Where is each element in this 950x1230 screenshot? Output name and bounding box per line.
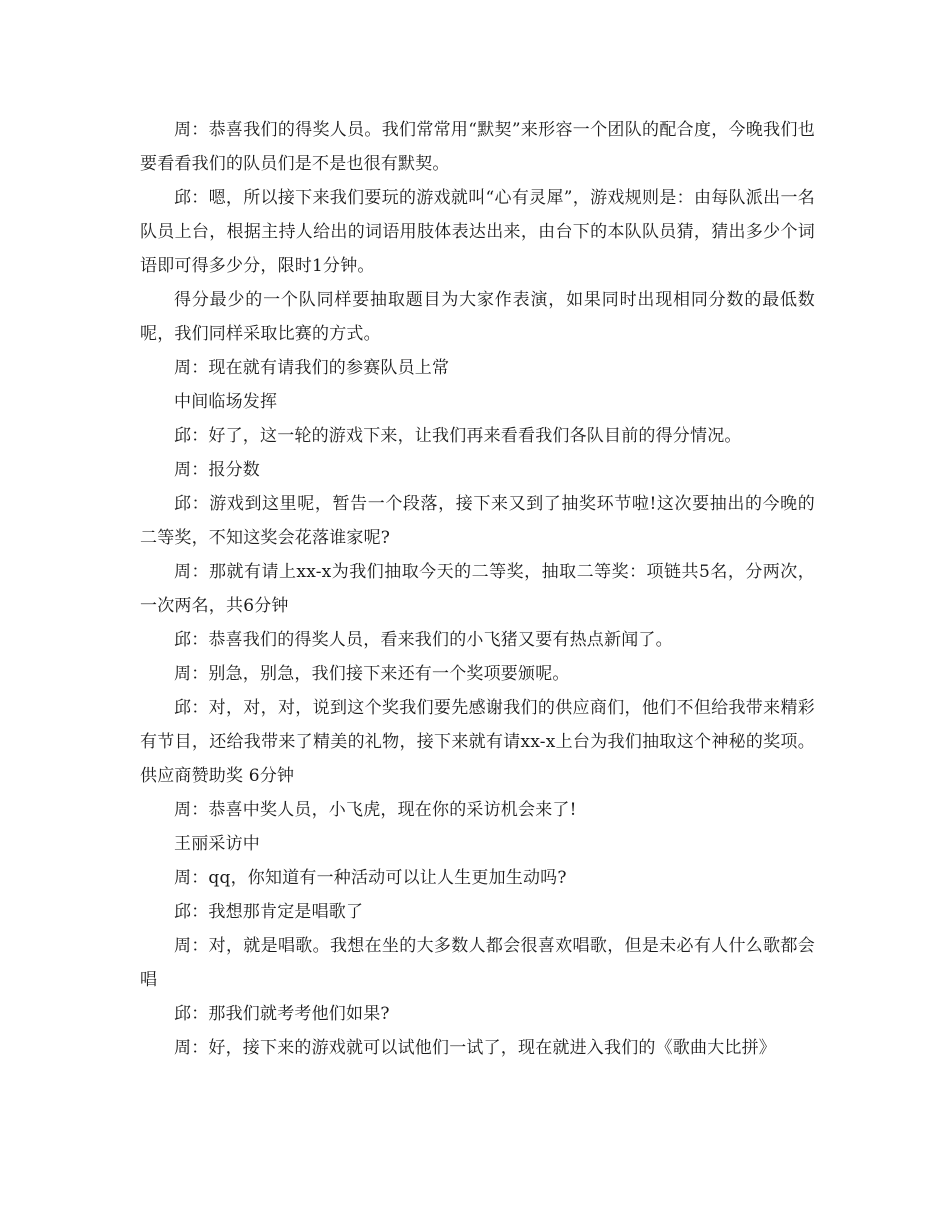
paragraph: 中间临场发挥: [174, 392, 278, 412]
paragraph: 王丽采访中: [174, 834, 260, 854]
paragraph: 周：那就有请上xx-x为我们抽取今天的二等奖，抽取二等奖：项链共5名，分两次，一次两名，共6分钟: [140, 562, 815, 616]
paragraph: 邱：恭喜我们的得奖人员，看来我们的小飞猪又要有热点新闻了。: [174, 630, 673, 650]
paragraph: 周：现在就有请我们的参赛队员上常: [174, 358, 450, 378]
paragraph: 邱：嗯，所以接下来我们要玩的游戏就叫“心有灵犀”，游戏规则是：由每队派出一名队员上台，根据主持人给出的词语用肢体表达出来，由台下的本队队员猜，猜出多少个词语即可得多少分，限时1分钟。: [140, 188, 815, 276]
paragraph: 邱：游戏到这里呢，暂告一个段落，接下来又到了抽奖环节啦!这次要抽出的今晚的二等奖，不知这奖会花落谁家呢?: [140, 494, 815, 548]
paragraph: 得分最少的一个队同样要抽取题目为大家作表演，如果同时出现相同分数的最低数呢，我们同样采取比赛的方式。: [140, 290, 815, 344]
paragraph: 周：别急，别急，我们接下来还有一个奖项要颁呢。: [174, 664, 570, 684]
document-body: [140, 113, 815, 1065]
paragraph: 周：恭喜中奖人员，小飞虎，现在你的采访机会来了!: [174, 800, 577, 820]
paragraph: 周：对，就是唱歌。我想在坐的大多数人都会很喜欢唱歌，但是未必有人什么歌都会唱: [140, 936, 815, 990]
paragraph: 周：恭喜我们的得奖人员。我们常常用“默契”来形容一个团队的配合度，今晚我们也要看看我们的队员们是不是也很有默契。: [140, 120, 815, 174]
paragraph: 邱：对，对，对，说到这个奖我们要先感谢我们的供应商们，他们不但给我带来精彩有节目，还给我带来了精美的礼物，接下来就有请xx-x上台为我们抽取这个神秘的奖项。供应商赞助奖 6分钟: [140, 698, 815, 786]
paragraph: 周：好，接下来的游戏就可以试他们一试了，现在就进入我们的《歌曲大比拼》: [174, 1038, 776, 1058]
paragraph: 周：报分数: [174, 460, 260, 480]
paragraph: 邱：我想那肯定是唱歌了: [174, 902, 364, 922]
paragraph: 邱：那我们就考考他们如果?: [174, 1004, 390, 1024]
paragraph: 周：qq，你知道有一种活动可以让人生更加生动吗?: [174, 868, 567, 888]
paragraph: 邱：好了，这一轮的游戏下来，让我们再来看看我们各队目前的得分情况。: [174, 426, 742, 446]
